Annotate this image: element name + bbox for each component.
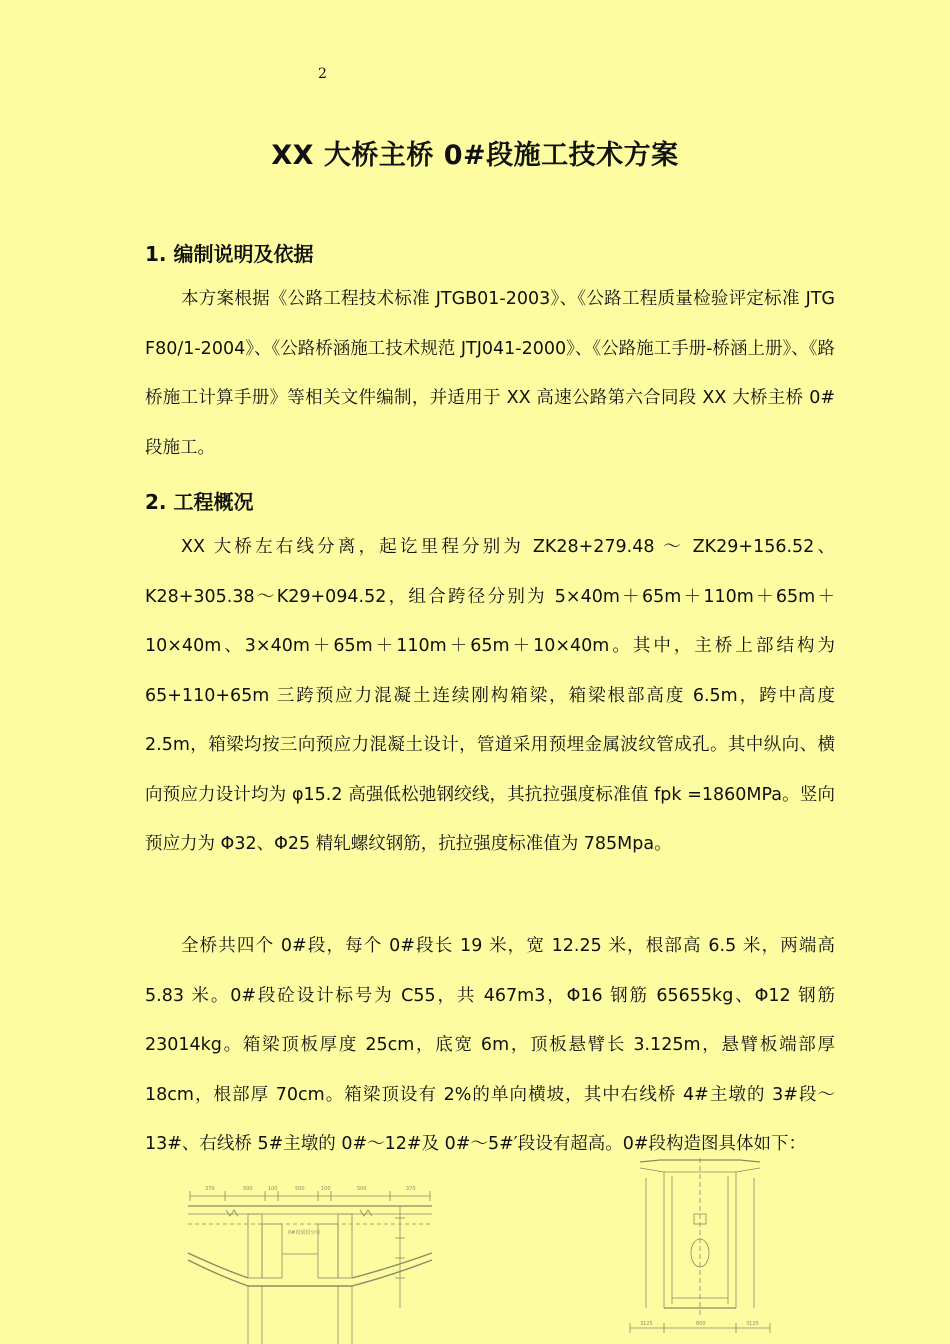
zero-block-structure-drawing	[0, 1158, 950, 1344]
elevation-dim-3: 100	[268, 1186, 278, 1192]
section-1-paragraph: 本方案根据《公路工程技术标准 JTGB01-2003》、《公路工程质量检验评定标准 JTG F80/1-2004》、《公路桥涵施工技术规范 JTJ041-2000》、《公路施工手册-桥涵上册》、《路桥施工计算手册》等相关文件编制，并适用于 XX 高速公路第六合同段 XX 大桥主桥 0#段施工。	[145, 289, 835, 458]
page-number: 2	[318, 66, 327, 82]
elevation-dim-4: 500	[295, 1186, 305, 1192]
elevation-dim-1: 370	[205, 1186, 215, 1192]
cross-section-dimension-labels	[640, 1321, 759, 1327]
document-title: XX 大桥主桥 0#段施工技术方案	[271, 140, 679, 171]
section-dim-1: 3125	[640, 1321, 653, 1327]
elevation-dim-7: 370	[406, 1186, 416, 1192]
elevation-note: 0#段梁段分块	[288, 1230, 321, 1236]
section-dim-3: 3125	[746, 1321, 759, 1327]
elevation-dim-5: 100	[321, 1186, 331, 1192]
section-heading-2: 2. 工程概况	[145, 490, 254, 514]
section-heading-1: 1. 编制说明及依据	[145, 242, 314, 266]
elevation-dim-2: 500	[243, 1186, 253, 1192]
cross-section-drawing	[630, 1158, 770, 1333]
elevation-dimension-labels	[205, 1186, 416, 1236]
section-2-paragraph-2: 全桥共四个 0#段，每个 0#段长 19 米，宽 12.25 米，根部高 6.5 米，两端高 5.83 米。0#段砼设计标号为 C55，共 467m3，Φ16 钢筋 65655kg、Φ12 钢筋 23014kg。箱梁顶板厚度 25cm，底宽 6m，顶板悬臂长 3.125m，悬臂板端部厚 18cm，根部厚 70cm。箱梁顶设有 2%的单向横坡，其中右线桥 4#主墩的 3#段～13#、右线桥 5#主墩的 0#～12#及 0#～5#′段设有超高。0#段构造图具体如下：	[145, 936, 835, 1154]
elevation-dim-6: 500	[357, 1186, 367, 1192]
section-dim-2: 600	[696, 1321, 706, 1327]
section-2-paragraph-1: XX 大桥左右线分离，起讫里程分别为 ZK28+279.48 ～ ZK29+156.52、K28+305.38～K29+094.52，组合跨径分别为 5×40m＋65m＋110m＋65m＋10×40m、3×40m＋65m＋110m＋65m＋10×40m。其中，主桥上部结构为 65+110+65m 三跨预应力混凝土连续刚构箱梁，箱梁根部高度 6.5m，跨中高度 2.5m，箱梁均按三向预应力混凝土设计，管道采用预埋金属波纹管成孔。其中纵向、横向预应力设计均为 φ15.2 高强低松弛钢绞线，其抗拉强度标准值 fpk =1860MPa。竖向预应力为 Φ32、Φ25 精轧螺纹钢筋，抗拉强度标准值为 785Mpa。	[145, 537, 835, 854]
elevation-drawing	[188, 1191, 432, 1344]
